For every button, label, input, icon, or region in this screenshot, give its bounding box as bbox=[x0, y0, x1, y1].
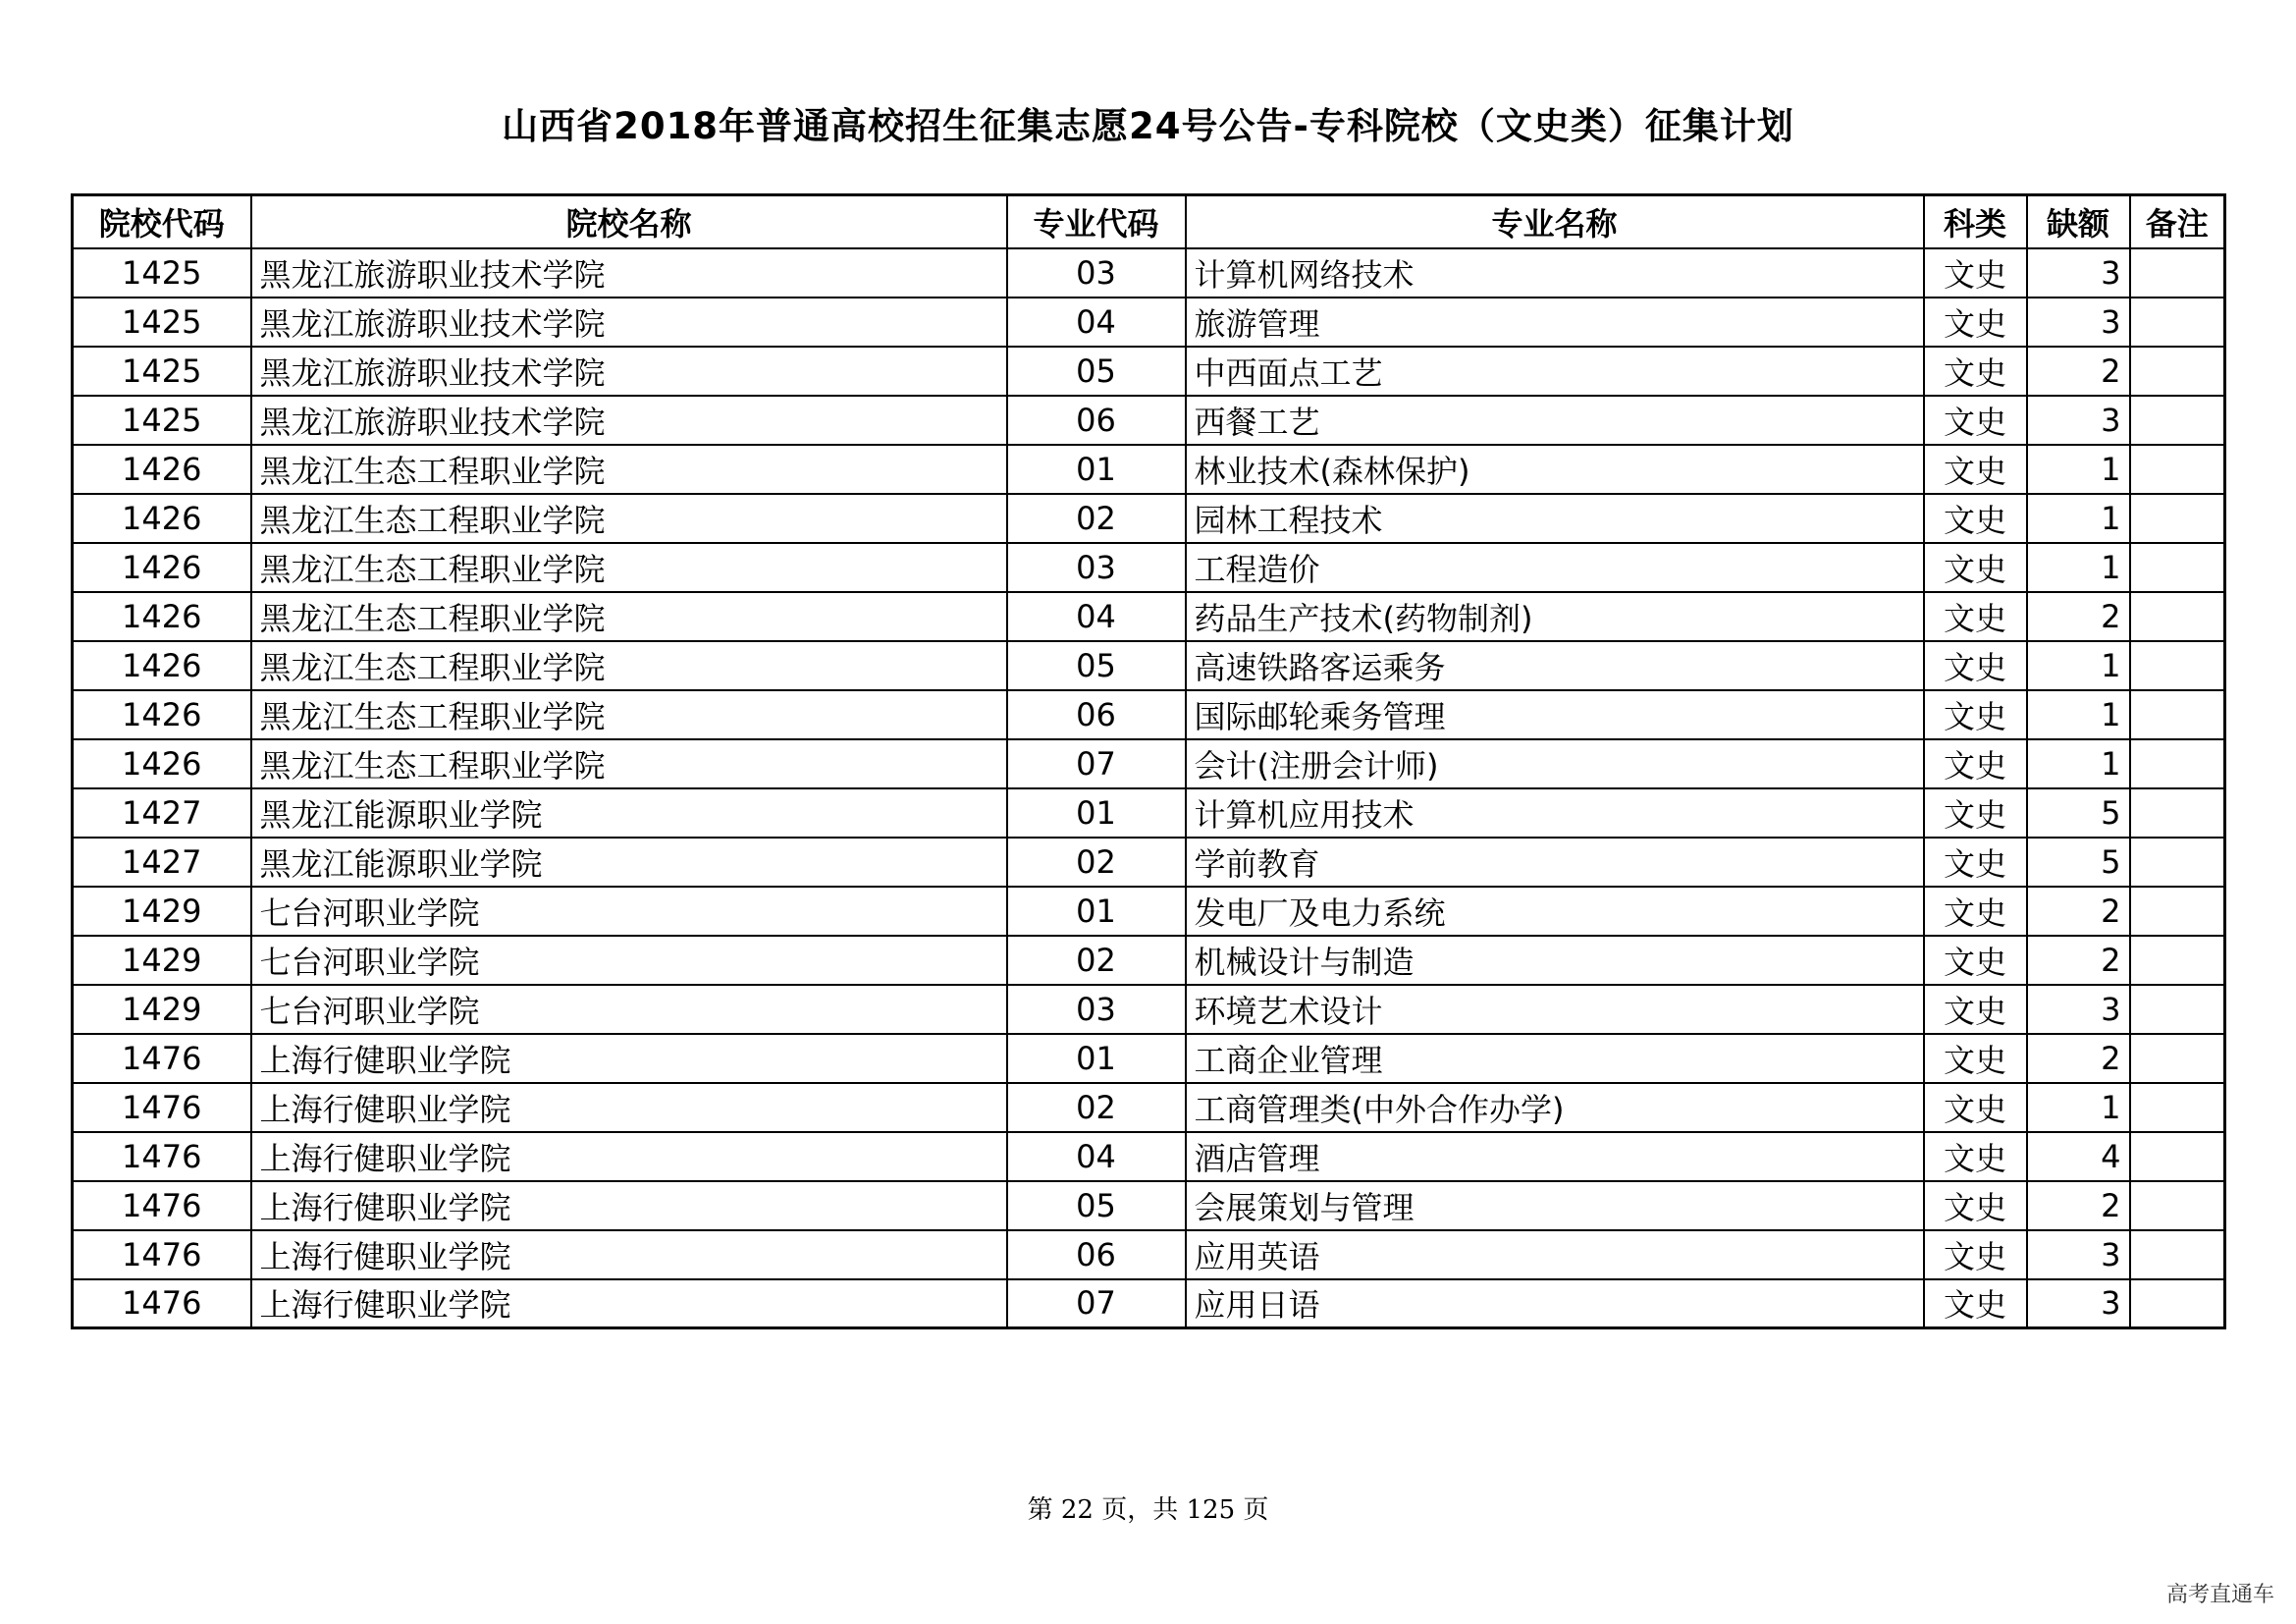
school-name-cell: 黑龙江旅游职业技术学院 bbox=[251, 248, 1007, 298]
page-footer: 第 22 页，共 125 页 bbox=[1027, 1495, 1269, 1525]
major-code-cell: 05 bbox=[1007, 641, 1186, 690]
school-code-cell: 1476 bbox=[73, 1034, 251, 1083]
remarks-cell bbox=[2130, 396, 2225, 445]
major-code-cell: 04 bbox=[1007, 298, 1186, 347]
school-code-cell: 1425 bbox=[73, 248, 251, 298]
table-row bbox=[73, 788, 2225, 838]
school-code-cell: 1425 bbox=[73, 396, 251, 445]
table-row bbox=[73, 887, 2225, 936]
school-name-cell: 黑龙江生态工程职业学院 bbox=[251, 641, 1007, 690]
school-name-cell: 黑龙江生态工程职业学院 bbox=[251, 739, 1007, 788]
category-cell: 文史 bbox=[1924, 690, 2027, 739]
school-name-cell: 上海行健职业学院 bbox=[251, 1083, 1007, 1132]
remarks-cell bbox=[2130, 298, 2225, 347]
remarks-cell bbox=[2130, 1132, 2225, 1181]
major-code-cell: 03 bbox=[1007, 985, 1186, 1034]
remarks-cell bbox=[2130, 936, 2225, 985]
school-name-cell: 黑龙江旅游职业技术学院 bbox=[251, 298, 1007, 347]
school-name-cell: 七台河职业学院 bbox=[251, 985, 1007, 1034]
school-name-cell: 黑龙江生态工程职业学院 bbox=[251, 690, 1007, 739]
vacancy-cell: 3 bbox=[2027, 248, 2130, 298]
category-cell: 文史 bbox=[1924, 739, 2027, 788]
major-name-cell: 工商企业管理 bbox=[1186, 1034, 1924, 1083]
major-name-cell: 旅游管理 bbox=[1186, 298, 1924, 347]
school-code-cell: 1476 bbox=[73, 1132, 251, 1181]
school-name-cell: 七台河职业学院 bbox=[251, 936, 1007, 985]
major-name-cell: 机械设计与制造 bbox=[1186, 936, 1924, 985]
school-name-cell: 黑龙江生态工程职业学院 bbox=[251, 494, 1007, 543]
remarks-cell bbox=[2130, 887, 2225, 936]
major-name-cell: 工程造价 bbox=[1186, 543, 1924, 592]
major-name-cell: 发电厂及电力系统 bbox=[1186, 887, 1924, 936]
major-name-cell: 园林工程技术 bbox=[1186, 494, 1924, 543]
school-code-cell: 1426 bbox=[73, 592, 251, 641]
school-name-cell: 黑龙江旅游职业技术学院 bbox=[251, 347, 1007, 396]
vacancy-cell: 3 bbox=[2027, 396, 2130, 445]
table-row bbox=[73, 690, 2225, 739]
school-name-cell: 黑龙江能源职业学院 bbox=[251, 788, 1007, 838]
school-name-cell: 黑龙江生态工程职业学院 bbox=[251, 543, 1007, 592]
major-name-cell: 应用日语 bbox=[1186, 1279, 1924, 1328]
table-row bbox=[73, 985, 2225, 1034]
major-name-cell: 环境艺术设计 bbox=[1186, 985, 1924, 1034]
major-name-cell: 药品生产技术(药物制剂) bbox=[1186, 592, 1924, 641]
school-code-cell: 1476 bbox=[73, 1181, 251, 1230]
school-code-cell: 1426 bbox=[73, 494, 251, 543]
category-cell: 文史 bbox=[1924, 592, 2027, 641]
major-name-cell: 会展策划与管理 bbox=[1186, 1181, 1924, 1230]
document-title: 山西省2018年普通高校招生征集志愿24号公告-专科院校（文史类）征集计划 bbox=[502, 105, 1794, 147]
remarks-cell bbox=[2130, 690, 2225, 739]
major-code-cell: 02 bbox=[1007, 838, 1186, 887]
major-code-cell: 05 bbox=[1007, 1181, 1186, 1230]
major-code-cell: 04 bbox=[1007, 1132, 1186, 1181]
category-cell: 文史 bbox=[1924, 887, 2027, 936]
major-name-cell: 工商管理类(中外合作办学) bbox=[1186, 1083, 1924, 1132]
school-name-cell: 上海行健职业学院 bbox=[251, 1132, 1007, 1181]
vacancy-cell: 2 bbox=[2027, 936, 2130, 985]
table-row bbox=[73, 1279, 2225, 1328]
table-row bbox=[73, 1230, 2225, 1279]
table-row bbox=[73, 298, 2225, 347]
major-code-cell: 04 bbox=[1007, 592, 1186, 641]
remarks-cell bbox=[2130, 445, 2225, 494]
major-name-cell: 计算机网络技术 bbox=[1186, 248, 1924, 298]
school-name-cell: 上海行健职业学院 bbox=[251, 1034, 1007, 1083]
major-code-cell: 03 bbox=[1007, 248, 1186, 298]
vacancy-cell: 2 bbox=[2027, 887, 2130, 936]
category-cell: 文史 bbox=[1924, 936, 2027, 985]
remarks-cell bbox=[2130, 1034, 2225, 1083]
major-code-cell: 01 bbox=[1007, 445, 1186, 494]
category-cell: 文史 bbox=[1924, 396, 2027, 445]
school-name-cell: 黑龙江生态工程职业学院 bbox=[251, 445, 1007, 494]
vacancy-cell: 3 bbox=[2027, 985, 2130, 1034]
major-code-cell: 02 bbox=[1007, 1083, 1186, 1132]
table-header-row bbox=[73, 195, 2225, 248]
major-name-cell: 计算机应用技术 bbox=[1186, 788, 1924, 838]
vacancy-cell: 4 bbox=[2027, 1132, 2130, 1181]
major-name-cell: 会计(注册会计师) bbox=[1186, 739, 1924, 788]
school-code-cell: 1429 bbox=[73, 985, 251, 1034]
school-name-cell: 上海行健职业学院 bbox=[251, 1230, 1007, 1279]
school-name-cell: 上海行健职业学院 bbox=[251, 1279, 1007, 1328]
remarks-cell bbox=[2130, 347, 2225, 396]
school-code-cell: 1476 bbox=[73, 1279, 251, 1328]
table-row bbox=[73, 1034, 2225, 1083]
header-remarks: 备注 bbox=[2130, 195, 2225, 248]
vacancy-cell: 1 bbox=[2027, 543, 2130, 592]
major-code-cell: 01 bbox=[1007, 1034, 1186, 1083]
category-cell: 文史 bbox=[1924, 543, 2027, 592]
table-row bbox=[73, 396, 2225, 445]
table-row bbox=[73, 248, 2225, 298]
category-cell: 文史 bbox=[1924, 445, 2027, 494]
school-code-cell: 1426 bbox=[73, 445, 251, 494]
header-category: 科类 bbox=[1924, 195, 2027, 248]
school-code-cell: 1426 bbox=[73, 543, 251, 592]
category-cell: 文史 bbox=[1924, 1132, 2027, 1181]
school-code-cell: 1476 bbox=[73, 1083, 251, 1132]
table-row bbox=[73, 739, 2225, 788]
vacancy-cell: 2 bbox=[2027, 592, 2130, 641]
table-row bbox=[73, 1132, 2225, 1181]
category-cell: 文史 bbox=[1924, 494, 2027, 543]
school-code-cell: 1429 bbox=[73, 887, 251, 936]
category-cell: 文史 bbox=[1924, 838, 2027, 887]
header-major-code: 专业代码 bbox=[1007, 195, 1186, 248]
major-name-cell: 应用英语 bbox=[1186, 1230, 1924, 1279]
table-row bbox=[73, 641, 2225, 690]
table-row bbox=[73, 1181, 2225, 1230]
enrollment-plan-table bbox=[71, 193, 2226, 1329]
remarks-cell bbox=[2130, 592, 2225, 641]
table-row bbox=[73, 838, 2225, 887]
category-cell: 文史 bbox=[1924, 1034, 2027, 1083]
major-name-cell: 高速铁路客运乘务 bbox=[1186, 641, 1924, 690]
major-code-cell: 02 bbox=[1007, 936, 1186, 985]
table-row bbox=[73, 445, 2225, 494]
category-cell: 文史 bbox=[1924, 641, 2027, 690]
major-name-cell: 中西面点工艺 bbox=[1186, 347, 1924, 396]
vacancy-cell: 2 bbox=[2027, 1181, 2130, 1230]
vacancy-cell: 1 bbox=[2027, 641, 2130, 690]
remarks-cell bbox=[2130, 641, 2225, 690]
vacancy-cell: 1 bbox=[2027, 445, 2130, 494]
school-code-cell: 1425 bbox=[73, 298, 251, 347]
vacancy-cell: 5 bbox=[2027, 838, 2130, 887]
category-cell: 文史 bbox=[1924, 985, 2027, 1034]
vacancy-cell: 3 bbox=[2027, 298, 2130, 347]
vacancy-cell: 3 bbox=[2027, 1279, 2130, 1328]
category-cell: 文史 bbox=[1924, 248, 2027, 298]
major-code-cell: 06 bbox=[1007, 1230, 1186, 1279]
header-vacancy: 缺额 bbox=[2027, 195, 2130, 248]
major-code-cell: 06 bbox=[1007, 690, 1186, 739]
remarks-cell bbox=[2130, 494, 2225, 543]
vacancy-cell: 2 bbox=[2027, 347, 2130, 396]
remarks-cell bbox=[2130, 543, 2225, 592]
vacancy-cell: 1 bbox=[2027, 494, 2130, 543]
vacancy-cell: 1 bbox=[2027, 690, 2130, 739]
major-name-cell: 国际邮轮乘务管理 bbox=[1186, 690, 1924, 739]
major-code-cell: 05 bbox=[1007, 347, 1186, 396]
school-name-cell: 黑龙江能源职业学院 bbox=[251, 838, 1007, 887]
header-school-name: 院校名称 bbox=[251, 195, 1007, 248]
vacancy-cell: 2 bbox=[2027, 1034, 2130, 1083]
remarks-cell bbox=[2130, 739, 2225, 788]
category-cell: 文史 bbox=[1924, 1181, 2027, 1230]
major-code-cell: 03 bbox=[1007, 543, 1186, 592]
vacancy-cell: 1 bbox=[2027, 739, 2130, 788]
table-row bbox=[73, 1083, 2225, 1132]
remarks-cell bbox=[2130, 985, 2225, 1034]
major-code-cell: 01 bbox=[1007, 887, 1186, 936]
table-row bbox=[73, 347, 2225, 396]
school-name-cell: 七台河职业学院 bbox=[251, 887, 1007, 936]
table-row bbox=[73, 494, 2225, 543]
school-code-cell: 1425 bbox=[73, 347, 251, 396]
vacancy-cell: 5 bbox=[2027, 788, 2130, 838]
school-code-cell: 1427 bbox=[73, 788, 251, 838]
school-name-cell: 上海行健职业学院 bbox=[251, 1181, 1007, 1230]
remarks-cell bbox=[2130, 838, 2225, 887]
header-school-code: 院校代码 bbox=[73, 195, 251, 248]
major-code-cell: 01 bbox=[1007, 788, 1186, 838]
table-row bbox=[73, 936, 2225, 985]
category-cell: 文史 bbox=[1924, 1083, 2027, 1132]
category-cell: 文史 bbox=[1924, 347, 2027, 396]
major-code-cell: 07 bbox=[1007, 1279, 1186, 1328]
school-code-cell: 1426 bbox=[73, 739, 251, 788]
major-code-cell: 07 bbox=[1007, 739, 1186, 788]
category-cell: 文史 bbox=[1924, 1230, 2027, 1279]
category-cell: 文史 bbox=[1924, 788, 2027, 838]
school-name-cell: 黑龙江生态工程职业学院 bbox=[251, 592, 1007, 641]
category-cell: 文史 bbox=[1924, 1279, 2027, 1328]
remarks-cell bbox=[2130, 1181, 2225, 1230]
major-name-cell: 酒店管理 bbox=[1186, 1132, 1924, 1181]
table-row bbox=[73, 592, 2225, 641]
school-code-cell: 1476 bbox=[73, 1230, 251, 1279]
header-major-name: 专业名称 bbox=[1186, 195, 1924, 248]
category-cell: 文史 bbox=[1924, 298, 2027, 347]
school-code-cell: 1427 bbox=[73, 838, 251, 887]
remarks-cell bbox=[2130, 1083, 2225, 1132]
school-code-cell: 1426 bbox=[73, 690, 251, 739]
major-name-cell: 学前教育 bbox=[1186, 838, 1924, 887]
vacancy-cell: 1 bbox=[2027, 1083, 2130, 1132]
remarks-cell bbox=[2130, 1230, 2225, 1279]
major-name-cell: 西餐工艺 bbox=[1186, 396, 1924, 445]
major-code-cell: 06 bbox=[1007, 396, 1186, 445]
table-row bbox=[73, 543, 2225, 592]
remarks-cell bbox=[2130, 788, 2225, 838]
school-code-cell: 1426 bbox=[73, 641, 251, 690]
major-code-cell: 02 bbox=[1007, 494, 1186, 543]
school-name-cell: 黑龙江旅游职业技术学院 bbox=[251, 396, 1007, 445]
watermark: 高考直通车 bbox=[2165, 1583, 2274, 1607]
remarks-cell bbox=[2130, 248, 2225, 298]
vacancy-cell: 3 bbox=[2027, 1230, 2130, 1279]
major-name-cell: 林业技术(森林保护) bbox=[1186, 445, 1924, 494]
remarks-cell bbox=[2130, 1279, 2225, 1328]
school-code-cell: 1429 bbox=[73, 936, 251, 985]
